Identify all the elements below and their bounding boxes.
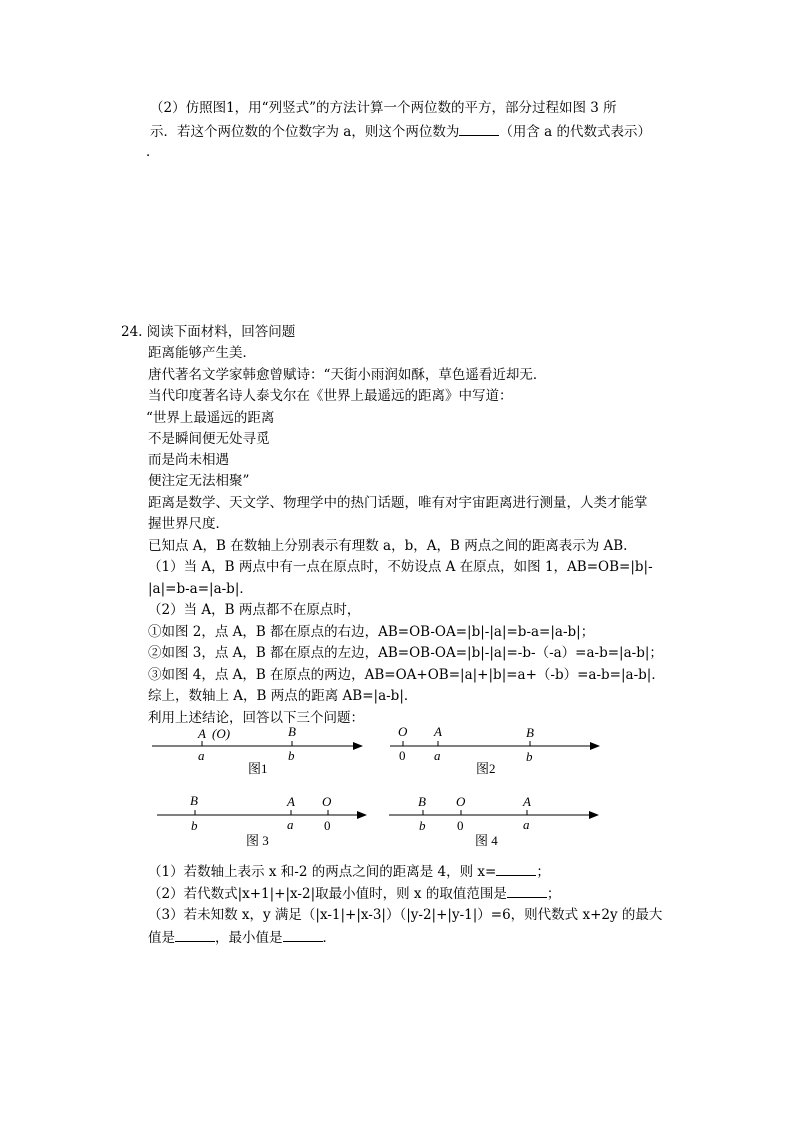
label-A: A (434, 724, 442, 739)
q24-line: （1）当 A，B 两点中有一点在原点时，不妨设点 A 在原点，如图 1，AB=OB=|b|- (148, 559, 653, 575)
q24-subquestion-3-cont (148, 928, 336, 948)
q24-line: （2）当 A，B 两点都不在原点时， (148, 602, 361, 618)
label-O: O (398, 724, 408, 739)
value-a: a (198, 748, 205, 763)
q24-line: ③如图 4，点 A，B 在原点的两边，AB=OA+OB=|a|+|b|=a+（-b）=a-b=|a-b|． (148, 667, 665, 683)
figure-caption: 图1 (248, 761, 268, 776)
q23-part2-hint: （用含 a 的代数式表示） (499, 124, 651, 140)
figure-1 (152, 724, 362, 776)
q24-line: 利用上述结论，回答以下三个问题： (148, 710, 364, 726)
q24-line: 握世界尺度． (148, 516, 229, 532)
label-B: B (190, 793, 198, 808)
q24-line: 距离是数学、天文学、物理学中的热门话题，唯有对宇宙距离进行测量，人类才能掌 (148, 495, 648, 511)
value-a: a (523, 817, 530, 832)
figure-4 (389, 794, 598, 848)
answer-blank-max[interactable] (175, 928, 215, 942)
label-O: O (456, 794, 466, 809)
subquestion-end: ． (322, 930, 336, 946)
label-B: B (418, 794, 426, 809)
figure-2 (390, 724, 599, 776)
q24-line: 唐代著名文学家韩愈曾赋诗：“天街小雨润如酥，草色遥看近却无． (148, 367, 547, 383)
q24-line: 已知点 A，B 在数轴上分别表示有理数 a，b，A，B 两点之间的距离表示为 AB. (148, 538, 628, 554)
label-O: (O) (212, 726, 231, 741)
q24-subquestion-3: （3）若未知数 x，y 满足（|x-1|+|x-3|）（|y-2|+|y-1|）=6，则代数式 x+2y 的最大 (148, 907, 663, 923)
q24-line: 综上，数轴上 A，B 两点的距离 AB=|a-b|． (148, 688, 418, 704)
value-b: b (419, 818, 426, 833)
q24-subquestion-1 (148, 862, 550, 882)
label-O: O (322, 794, 332, 809)
value-b: b (526, 749, 533, 764)
answer-blank[interactable] (507, 884, 547, 898)
q23-part2-text: 示．若这个两位数的个位数字为 a，则这个两位数为 (150, 124, 460, 140)
q24-poem-line: 而是尚未相遇 (148, 452, 229, 468)
q24-poem-line: 不是瞬间便无处寻觅 (148, 431, 270, 447)
answer-blank-min[interactable] (283, 928, 323, 942)
label-A: A (523, 794, 531, 809)
q24-line: 当代印度著名诗人泰戈尔在《世界上最遥远的距离》中写道： (148, 388, 513, 404)
q24-line: ②如图 3，点 A，B 都在原点的左边，AB=OB-OA=|b|-|a|=-b-（-a）=a-b=|a-b|； (148, 645, 663, 661)
q24-poem-line: “世界上最遥远的距离 (146, 410, 275, 426)
value-0: 0 (324, 818, 331, 833)
value-0: 0 (457, 818, 464, 833)
label-A: A (198, 726, 206, 741)
q24-line: ①如图 2，点 A，B 都在原点的右边，AB=OB-OA=|b|-|a|=b-a=|a-b|； (148, 624, 595, 640)
figure-caption: 图2 (476, 761, 496, 776)
value-0: 0 (399, 748, 406, 763)
label-B: B (288, 724, 296, 739)
answer-blank[interactable] (496, 862, 536, 876)
q24-line: |a|=b-a=|a-b|． (148, 581, 253, 597)
figure-caption: 图 3 (246, 833, 269, 848)
subquestion-text: （1）若数轴上表示 x 和-2 的两点之间的距离是 4，则 x= (148, 864, 497, 880)
value-b: b (191, 818, 198, 833)
value-a: a (434, 748, 441, 763)
label-A: A (287, 794, 295, 809)
subquestion-end: ； (546, 886, 561, 902)
subquestion-text: ，最小值是 (215, 930, 283, 946)
q24-subquestion-2 (148, 884, 560, 904)
subquestion-text: （2）若代数式|x+1|+|x-2|取最小值时，则 x 的取值范围是 (148, 886, 507, 902)
q24-header: 24. 阅读下面材料，回答问题 (121, 324, 296, 340)
figure-3 (157, 793, 366, 848)
q24-line: 距离能够产生美． (148, 345, 256, 361)
q24-poem-line: 便注定无法相聚” (148, 473, 250, 489)
label-B: B (526, 725, 534, 740)
value-b: b (288, 748, 295, 763)
value-a: a (287, 817, 294, 832)
figure-caption: 图 4 (475, 833, 498, 848)
q23-part2-line3: ． (146, 144, 160, 160)
q23-part2-line1: （2）仿照图1，用“列竖式”的方法计算一个两位数的平方，部分过程如图 3 所 (150, 100, 617, 116)
subquestion-end: ； (536, 864, 550, 880)
subquestion-text: 值是 (148, 930, 175, 946)
